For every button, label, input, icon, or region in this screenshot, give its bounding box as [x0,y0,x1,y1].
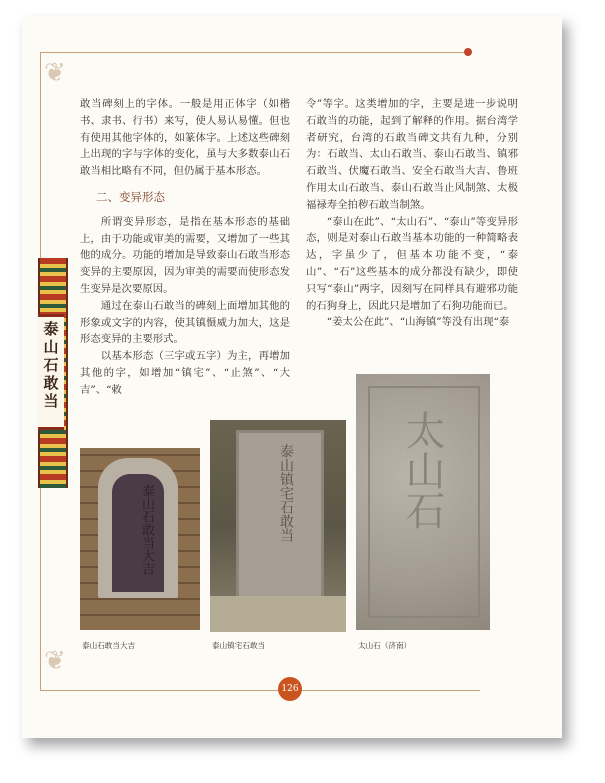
photo-caption: 泰山石敢当大吉 [82,641,136,650]
page-number: 126 [278,677,302,701]
paragraph: 令”等字。这类增加的字，主要是进一步说明石敢当的功能，起到了解释的作用。据台湾学者研究，台湾的石敢当碑文共有九种，分别为：石敢当、太山石敢当、泰山石敢当、镇邪石敢当、伏魔石敢当、安全石敢当大吉、鲁班作用太山石敢当、泰山石敢当止风制煞、太极福禄寿全拍秽石敢当制煞。 [306,98,518,211]
paragraph: 所谓变异形态，是指在基本形态的基础上，由于功能或审美的需要，又增加了一些其他的成分。功能的增加是导致泰山石敢当形态变异的主要原因，因为审美的需要而使形态发生变异是次要原因。 [80,215,290,295]
photo-caption: 太山石（济南） [358,641,412,650]
photo-stone-1 [80,448,200,630]
photo-stone-2 [210,420,346,632]
photo-caption: 泰山镇宅石敢当 [212,641,266,650]
frame-top-rule [40,52,468,53]
frame-bottom-rule-right [300,690,480,691]
stone-inscription: 泰山石敢当大吉 [139,484,154,575]
stone-inscription: 太山石 [399,410,445,530]
side-title-box [38,314,64,430]
paragraph: 通过在泰山石敢当的碑刻上面增加其他的形象或文字的内容，使其镇慑威力加大，这是形态变异的主要形式。 [80,299,290,346]
photo-stone-3 [356,374,490,630]
paragraph: “泰山在此”、“太山石”、“泰山”等变异形态，则是对泰山石敢当基本功能的一种简略表达，字虽少了，但基本功能不变，“泰山”、“石”这些基本的成分都没有缺少，即使只写“泰山”两字，因刻写在同样具有避邪功能的石狗身上，因此只是增加了石狗功能而已。 [306,215,518,312]
section-heading: 二、变异形态 [96,189,165,204]
right-column [306,96,518,331]
cloud-ornament-icon: ❦ [44,58,66,88]
paragraph: 以基本形态（三字或五字）为主，再增加其他的字，如增加“镇宅”、“止煞”、“大吉”、“敕 [80,350,290,396]
paragraph: 敢当碑刻上的字体。一般是用正体字（如楷书、隶书、行书）来写，使人易认易懂。但也有使用其他字体的，如篆体字。上述这些碑刻上出现的字与字体的变化，虽与大多数泰山石敢当相比略有不同，但仍属于基本形态。 [80,98,290,178]
paragraph: “姜太公在此”、“山海镇”等没有出现“泰 [326,316,510,329]
side-title: 泰山石敢当 [41,321,60,411]
corner-dot-icon [464,48,472,56]
cloud-ornament-icon: ❦ [44,646,66,676]
frame-bottom-rule [40,690,280,691]
stone-inscription: 泰山镇宅石敢当 [278,444,294,542]
left-column [80,96,290,399]
